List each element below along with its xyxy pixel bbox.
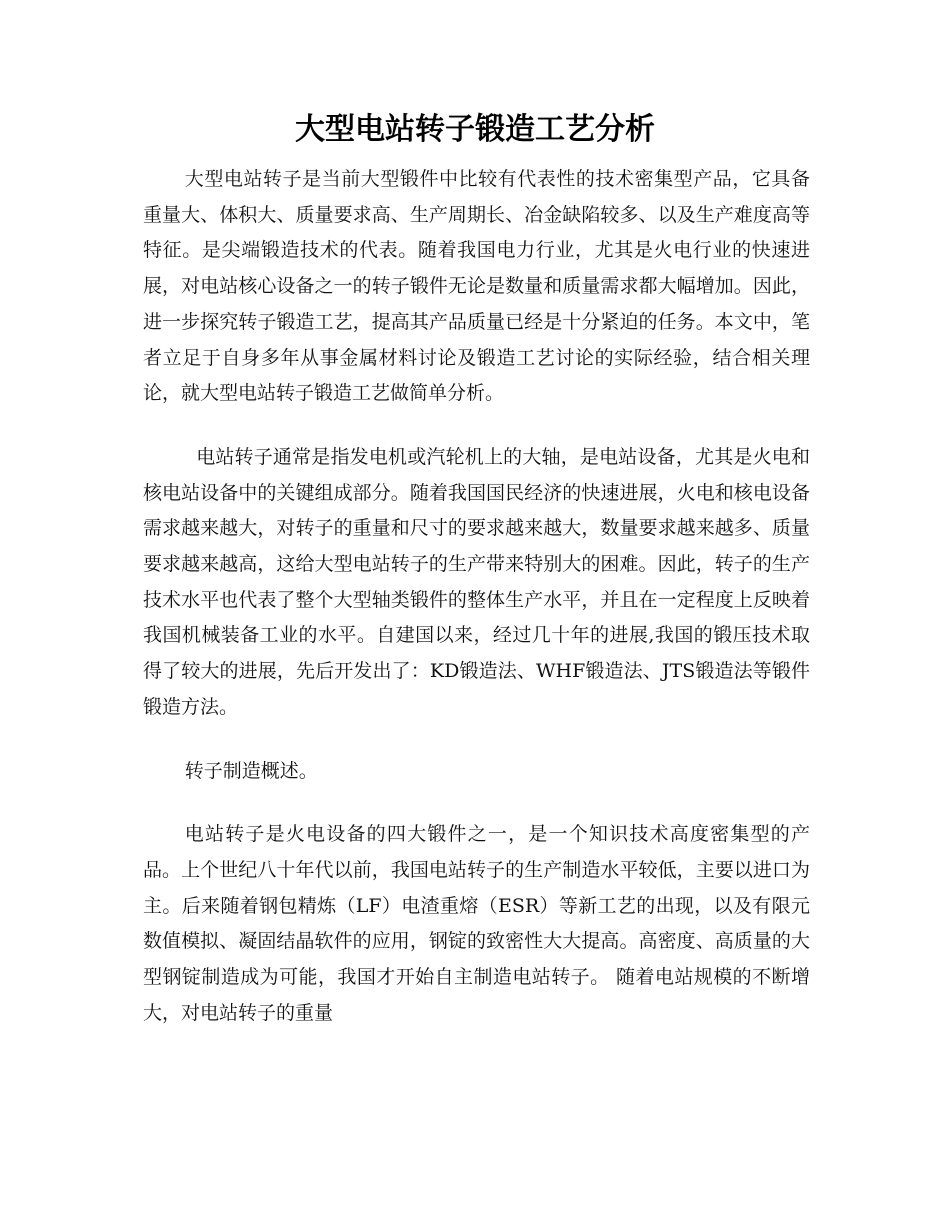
document-title: 大型电站转子锻造工艺分析: [295, 112, 655, 147]
paragraph-section-heading: 转子制造概述。: [184, 759, 318, 782]
document-body: [143, 162, 810, 1059]
paragraph-intro: 大型电站转子是当前大型锻件中比较有代表性的技术密集型产品，它具备重量大、体积大、质量要求高、生产周期长、冶金缺陷较多、以及生产难度高等特征。是尖端锻造技术的代表。随着我国电力行业，尤其是火电行业的快速进展，对电站核心设备之一的转子锻件无论是数量和质量需求都大幅增加。因此，进一步探究转子锻造工艺，提高其产品质量已经是十分紧迫的任务。本文中，笔者立足于自身多年从事金属材料讨论及锻造工艺讨论的实际经验，结合相关理论，就大型电站转子锻造工艺做简单分析。: [143, 168, 810, 405]
paragraph-manufacturing-overview: 电站转子是火电设备的四大锻件之一，是一个知识技术高度密集型的产品。上个世纪八十年代以前，我国电站转子的生产制造水平较低，主要以进口为主。后来随着钢包精炼（LF）电渣重熔（ESR）等新工艺的出现，以及有限元数值模拟、凝固结晶软件的应用，钢锭的致密性大大提高。高密度、高质量的大型钢锭制造成为可能，我国才开始自主制造电站转子。 随着电站规模的不断增大，对电站转子的重量: [143, 823, 810, 1024]
paragraph-rotor-background: 电站转子通常是指发电机或汽轮机上的大轴，是电站设备，尤其是火电和核电站设备中的关键组成部分。随着我国国民经济的快速进展，火电和核电设备需求越来越大，对转子的重量和尺寸的要求越来越大，数量要求越来越多、质量要求越来越高，这给大型电站转子的生产带来特别大的困难。因此，转子的生产技术水平也代表了整个大型轴类锻件的整体生产水平，并且在一定程度上反映着我国机械装备工业的水平。自建国以来，经过几十年的进展,我国的锻压技术取得了较大的进展，先后开发出了：KD锻造法、WHF锻造法、JTS锻造法等锻件锻造方法。: [143, 445, 810, 718]
